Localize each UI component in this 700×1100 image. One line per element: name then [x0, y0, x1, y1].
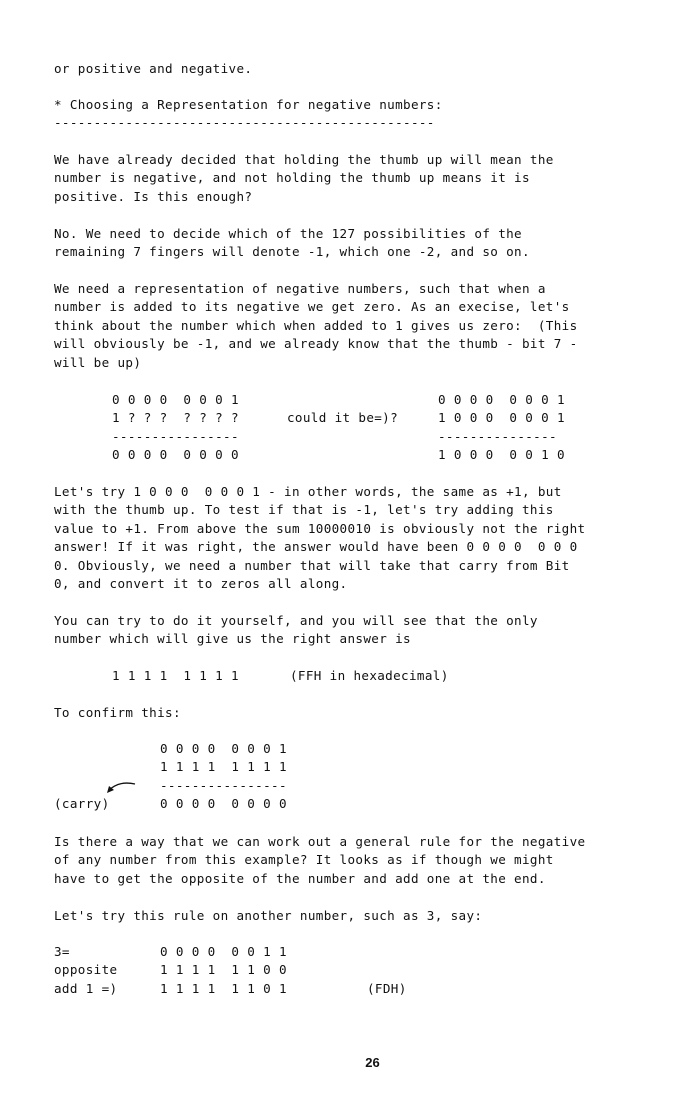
example-label-opposite: opposite	[54, 962, 118, 977]
could-it-be-label: could it be=)?	[287, 410, 399, 425]
right-sum-result: 1 0 0 0 0 0 1 0	[438, 447, 565, 462]
carry-label: (carry)	[54, 796, 110, 811]
example-bits-add1: 1 1 1 1 1 1 0 1	[160, 981, 287, 996]
left-sum-row2: 1 ? ? ? ? ? ? ?	[112, 410, 239, 425]
example-label-3: 3=	[54, 944, 70, 959]
example-label-add1: add 1 =)	[54, 981, 118, 996]
paragraph-127-possibilities: No. We need to decide which of the 127 possibilities of the remaining 7 fingers will denote -1, which one -2, and so on.	[54, 226, 530, 260]
right-sum-row1: 0 0 0 0 0 0 0 1	[438, 392, 565, 407]
paragraph-thumb-up: We have already decided that holding the thumb up will mean the number is negative, and not holding the thumb up means it is positive. Is this enough?	[54, 152, 554, 204]
answer-value: 1 1 1 1 1 1 1 1	[112, 668, 239, 683]
left-sum-rule: ----------------	[112, 429, 239, 444]
paragraph-general-rule: Is there a way that we can work out a general rule for the negative of any number from this example? It looks as if though we might have to get the opposite of the number and add one at the end.	[54, 834, 586, 886]
section-heading: * Choosing a Representation for negative numbers:	[54, 97, 443, 112]
right-sum-rule: ---------------	[438, 429, 557, 444]
carry-arrow-icon	[95, 780, 155, 800]
example-note-fdh: (FDH)	[367, 981, 407, 996]
paragraph-try-yourself: You can try to do it yourself, and you will see that the only number which will give us the right answer is	[54, 613, 538, 647]
left-sum-row1: 0 0 0 0 0 0 0 1	[112, 392, 239, 407]
intro-line: or positive and negative.	[54, 61, 253, 76]
page-number: 26	[365, 1055, 380, 1070]
paragraph-try-rule: Let's try this rule on another number, such as 3, say:	[54, 908, 483, 923]
left-sum-result: 0 0 0 0 0 0 0 0	[112, 447, 239, 462]
confirm-row2: 1 1 1 1 1 1 1 1	[160, 759, 287, 774]
confirm-rule: ----------------	[160, 778, 287, 793]
example-bits-opposite: 1 1 1 1 1 1 0 0	[160, 962, 287, 977]
right-sum-row2: 1 0 0 0 0 0 0 1	[438, 410, 565, 425]
paragraph-lets-try: Let's try 1 0 0 0 0 0 0 1 - in other words, the same as +1, but with the thumb up. To test if that is -1, let's try adding this value to +1. From above the sum 10000010 is obviously not the right answer! If it was right, the answer would have been 0 0 0 0 0 0 0 0. Obviously, we need a number that will take that carry from Bit 0, and convert it to zeros all along.	[54, 484, 586, 592]
paragraph-representation: We need a representation of negative numbers, such that when a number is added to its negative we get zero. As an execise, let's think about the number which when added to 1 gives us zero: (This will obviously be -1, and we already know that the thumb - bit 7 - will be up)	[54, 281, 578, 370]
example-bits-3: 0 0 0 0 0 0 1 1	[160, 944, 287, 959]
confirm-result: 0 0 0 0 0 0 0 0	[160, 796, 287, 811]
answer-note: (FFH in hexadecimal)	[290, 668, 449, 683]
confirm-row1: 0 0 0 0 0 0 0 1	[160, 741, 287, 756]
paragraph-confirm: To confirm this:	[54, 705, 181, 720]
section-underline: ------------------------------------------------	[54, 115, 435, 130]
